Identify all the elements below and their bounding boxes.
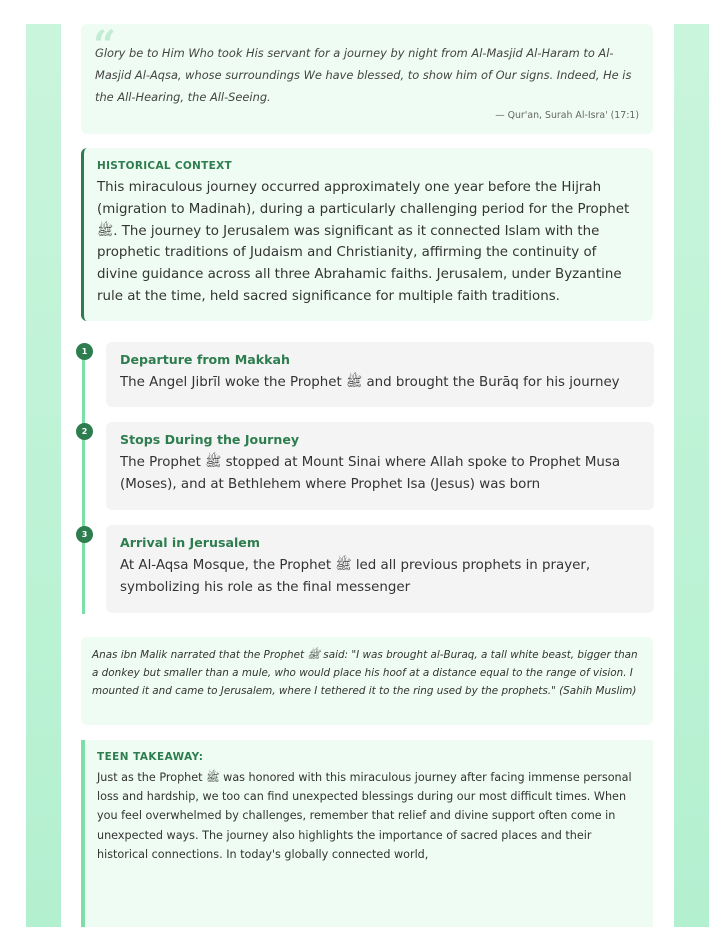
- quote-text: Glory be to Him Who took His servant for a journey by night from Al-Masjid Al-Haram to Al-Masjid Al-Aqsa, whose surroundings We have blessed, to show him of Our signs. Indeed, He is the All-Hearing, the All-Seeing.: [95, 46, 632, 104]
- teen-takeaway-box: [81, 740, 653, 927]
- teen-takeaway-title: TEEN TAKEAWAY:: [97, 751, 204, 763]
- hadith-box: [81, 637, 653, 725]
- hadith-text: Anas ibn Malik narrated that the Prophet ﷺ said: "I was brought al-Buraq, a tall white beast, bigger than a donkey but smaller than a mule, who would place his hoof at a distance equal to the range of vision. I mounted it and came to Jerusalem, where I tethered it to the ring used by the prophets." (Sahih Muslim): [92, 649, 638, 697]
- timeline-step-number: 1: [76, 343, 93, 360]
- quote-citation: — Qur'an, Surah Al-Isra' (17:1): [495, 110, 639, 121]
- timeline-step-title: Stops During the Journey: [120, 432, 300, 447]
- timeline-line: [82, 352, 85, 614]
- quote-mark-icon: “: [93, 22, 117, 69]
- historical-context-text: This miraculous journey occurred approximately one year before the Hijrah (migration to Madinah), during a particularly challenging period for the Prophet ﷺ. The journey to Jerusalem was significant as it connected Islam with the prophetic traditions of Judaism and Christianity, affirming the continuity of divine guidance across all three Abrahamic faiths. Jerusalem, under Byzantine rule at the time, held sacred significance for multiple faith traditions.: [97, 180, 630, 304]
- right-decorative-bar: [674, 24, 709, 927]
- historical-context-box: [81, 148, 653, 321]
- timeline-step-title: Departure from Makkah: [120, 352, 290, 367]
- timeline-step-number: 3: [76, 526, 93, 543]
- timeline-step-card: [106, 422, 654, 510]
- teen-takeaway-text: Just as the Prophet ﷺ was honored with this miraculous journey after facing immense personal loss and hardship, we too can find unexpected blessings during our most difficult times. When you feel overwhelmed by challenges, remember that relief and divine support often come in unexpected ways. The journey also highlights the importance of sacred places and their historical connections. In today's globally connected world,: [97, 771, 632, 861]
- timeline-step-number: 2: [76, 423, 93, 440]
- timeline-step-card: [106, 525, 654, 613]
- timeline-step-title: Arrival in Jerusalem: [120, 535, 260, 550]
- timeline-step-description: At Al-Aqsa Mosque, the Prophet ﷺ led all previous prophets in prayer, symbolizing his role as the final messenger: [120, 558, 591, 595]
- timeline-step-description: The Prophet ﷺ stopped at Mount Sinai where Allah spoke to Prophet Musa (Moses), and at Bethlehem where Prophet Isa (Jesus) was born: [120, 455, 621, 492]
- left-decorative-bar: [26, 24, 61, 927]
- historical-context-title: HISTORICAL CONTEXT: [97, 160, 232, 172]
- timeline-step-card: [106, 342, 654, 407]
- quran-quote-box: [81, 24, 653, 134]
- timeline-step-description: The Angel Jibrīl woke the Prophet ﷺ and brought the Burāq for his journey: [120, 375, 620, 390]
